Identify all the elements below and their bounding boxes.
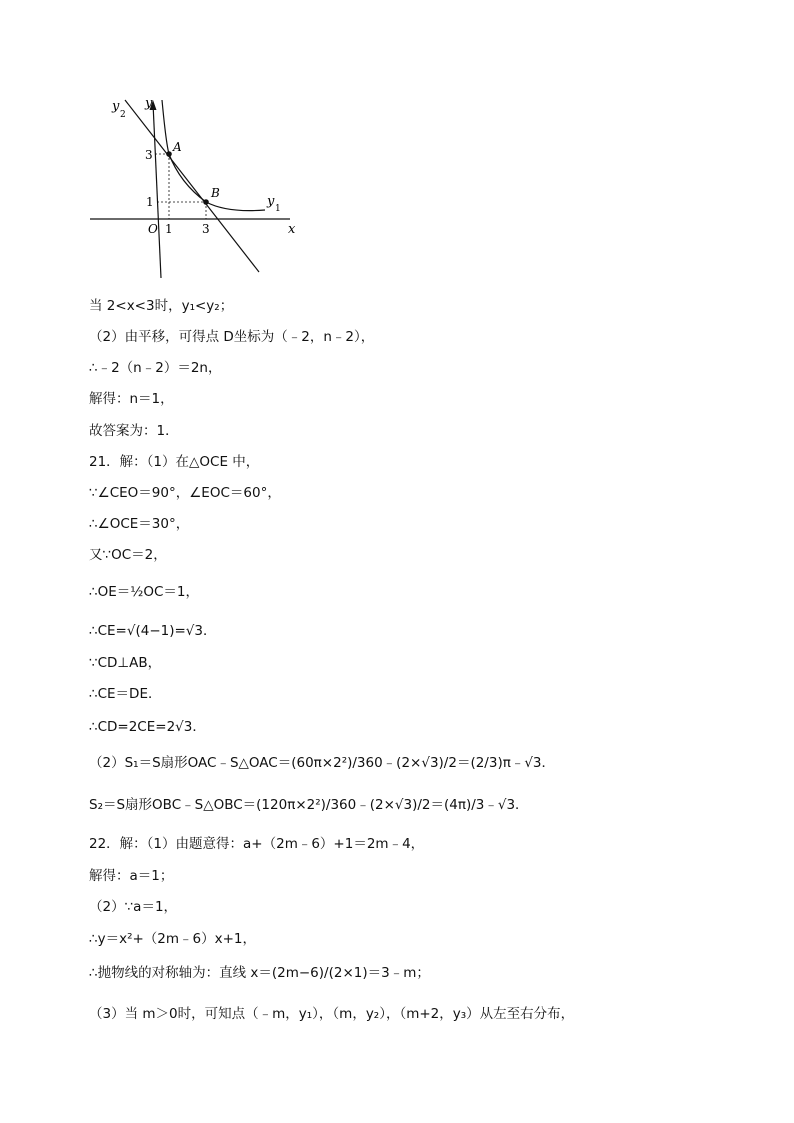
text-line-10: ∴OE＝½OC＝1， bbox=[89, 584, 199, 600]
tick-x-3: 3 bbox=[202, 222, 210, 236]
text-line-14: ∴CD=2CE=2√3． bbox=[89, 719, 206, 735]
text-line-17: 22．解：（1）由题意得：a+（2m﹣6）+1＝2m﹣4， bbox=[89, 836, 425, 852]
y1-label: y bbox=[267, 194, 275, 209]
text-line-1: 当 2<x<3时，y₁<y₂； bbox=[89, 298, 234, 314]
x-axis-label: x bbox=[288, 222, 296, 237]
text-line-4: 解得：n＝1， bbox=[89, 391, 174, 407]
text-line-2: （2）由平移，可得点 D坐标为（﹣2，n﹣2）， bbox=[89, 329, 375, 345]
text-line-3: ∴﹣2（n﹣2）＝2n， bbox=[89, 360, 222, 376]
text-line-11: ∴CE=√(4−1)=√3． bbox=[89, 623, 217, 639]
point-b bbox=[203, 199, 209, 205]
text-line-15: （2）S₁＝S扇形OAC﹣S△OAC＝(60π×2²)/360﹣(2×√3)/2＝(2/3)π﹣√3． bbox=[89, 755, 556, 771]
tick-x-1: 1 bbox=[165, 222, 173, 236]
y2-sub: 2 bbox=[120, 110, 126, 120]
y-axis-label: y bbox=[145, 96, 153, 111]
text-line-6: 21．解：（1）在△OCE 中， bbox=[89, 454, 260, 470]
text-line-13: ∴CE＝DE． bbox=[89, 686, 162, 702]
point-a bbox=[166, 151, 172, 157]
text-line-22: （3）当 m＞0时，可知点（﹣m，y₁），（m，y₂），（m+2，y₃）从左至右分布， bbox=[89, 1006, 575, 1022]
y1-sub: 1 bbox=[275, 204, 281, 214]
text-line-20: ∴y＝x²+（2m﹣6）x+1， bbox=[89, 931, 257, 947]
text-line-5: 故答案为：1． bbox=[89, 423, 179, 439]
text-line-8: ∴∠OCE＝30°， bbox=[89, 516, 190, 532]
text-line-21: ∴抛物线的对称轴为：直线 x＝(2m−6)/(2×1)＝3﹣m； bbox=[89, 965, 430, 981]
y-axis bbox=[153, 103, 161, 278]
text-line-18: 解得：a＝1； bbox=[89, 868, 174, 884]
tick-y-1: 1 bbox=[146, 195, 154, 209]
function-graph bbox=[85, 88, 305, 288]
line-y2 bbox=[125, 100, 259, 272]
point-a-label: A bbox=[173, 140, 182, 154]
origin-label: O bbox=[148, 222, 158, 236]
text-line-19: （2）∵a＝1， bbox=[89, 899, 178, 915]
y2-label: y bbox=[112, 99, 120, 114]
text-line-12: ∵CD⊥AB， bbox=[89, 655, 162, 671]
text-line-9: 又∵OC＝2， bbox=[89, 547, 167, 563]
point-b-label: B bbox=[211, 186, 220, 200]
text-line-7: ∵∠CEO＝90°，∠EOC＝60°， bbox=[89, 485, 281, 501]
tick-y-3: 3 bbox=[145, 148, 153, 162]
text-line-16: S₂＝S扇形OBC﹣S△OBC＝(120π×2²)/360﹣(2×√3)/2＝(4π)/3﹣√3． bbox=[89, 797, 529, 813]
